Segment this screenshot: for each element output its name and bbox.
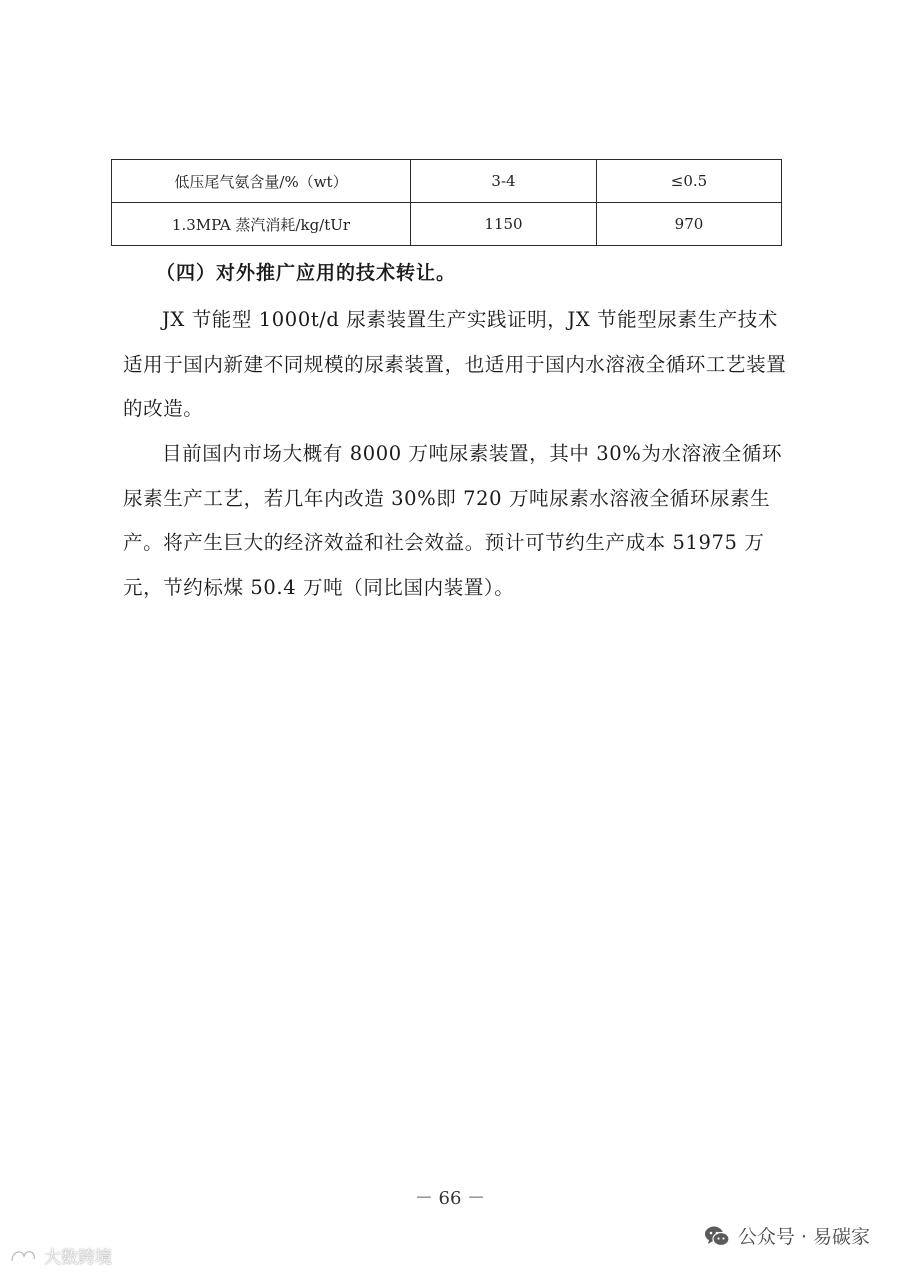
watermark-logo-icon [8, 1245, 40, 1267]
body-paragraph: JX 节能型 1000t/d 尿素装置生产实践证明，JX 节能型尿素生产技术适用于国内新建不同规模的尿素装置，也适用于国内水溶液全循环工艺装置的改造。 [123, 308, 787, 420]
comparison-table [111, 159, 782, 246]
table-cell-label: 1.3MPA 蒸汽消耗/kg/tUr [112, 203, 411, 246]
watermark-right [704, 1222, 870, 1249]
section-heading: （四）对外推广应用的技术转让。 [156, 262, 457, 284]
watermark-right-text: 公众号 · 易碳家 [737, 1226, 870, 1248]
table-cell-value: 970 [597, 203, 782, 246]
body-paragraph: 目前国内市场大概有 8000 万吨尿素装置，其中 30%为水溶液全循环尿素生产工艺，若几年内改造 30%即 720 万吨尿素水溶液全循环尿素生产。将产生巨大的经济效益和社会效益。预计可节约生产成本 51975 万元，节约标煤 50.4 万吨（同比国内装置）。 [123, 442, 783, 599]
table-row [112, 203, 782, 246]
wechat-icon [704, 1224, 730, 1248]
watermark-left-text: 大数跨境 [44, 1248, 112, 1268]
watermark-left [8, 1243, 112, 1268]
table-cell-value: 3-4 [411, 160, 597, 203]
page-number: － 66 － [414, 1188, 486, 1209]
table-cell-value: ≤0.5 [597, 160, 782, 203]
table-cell-label: 低压尾气氨含量/%（wt） [112, 160, 411, 203]
table-cell-value: 1150 [411, 203, 597, 246]
table-row [112, 160, 782, 203]
